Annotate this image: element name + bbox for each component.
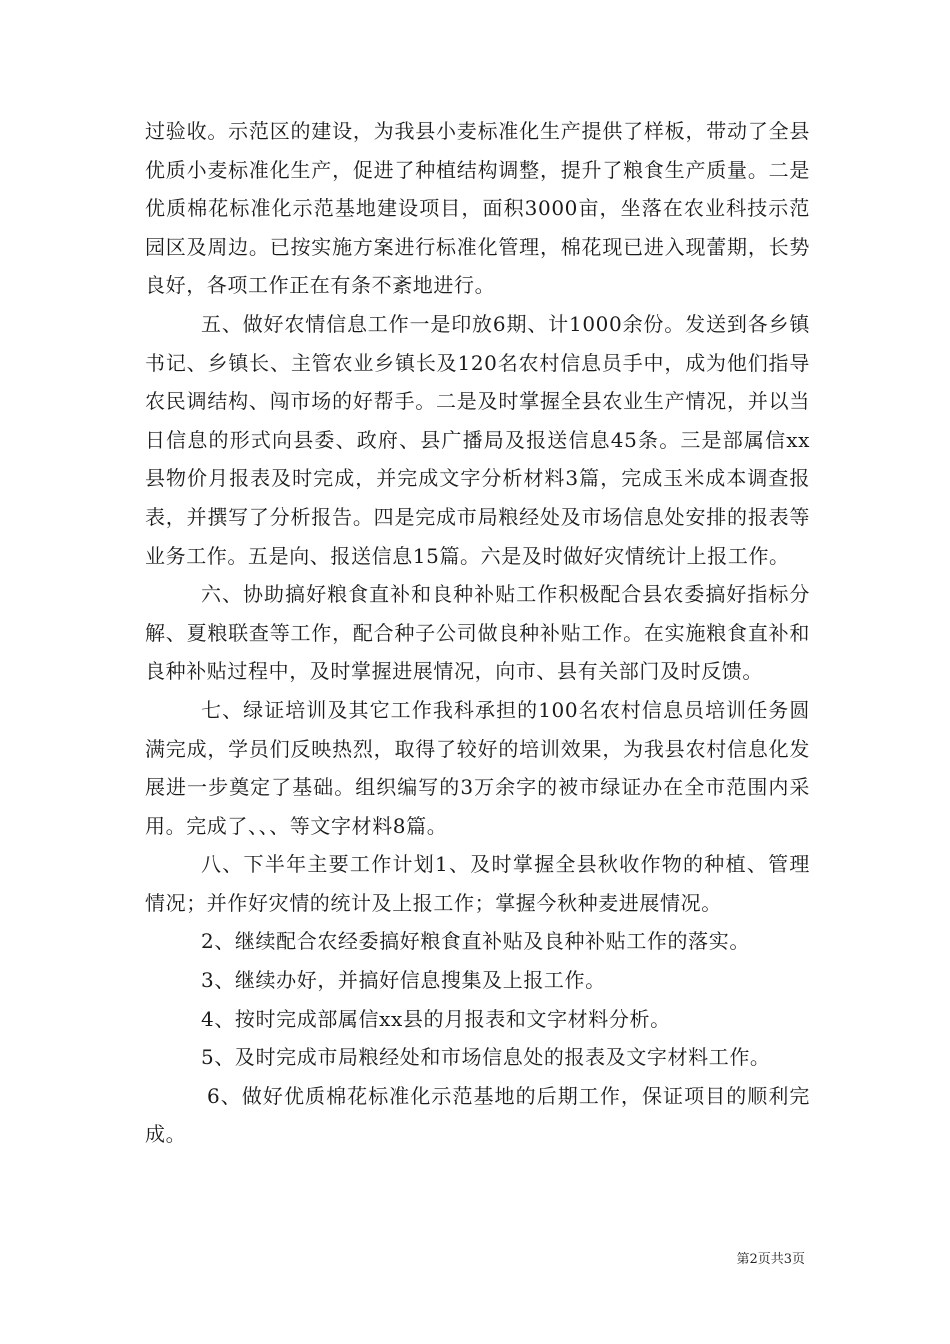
- plan-item-4: 4、按时完成部属信xx县的月报表和文字材料分析。: [201, 1006, 671, 1031]
- paragraph-section-6: 六、协助搞好粮食直补和良种补贴工作积极配合县农委搞好指标分解、夏粮联查等工作，配合种子公司做良种补贴工作。在实施粮食直补和良种补贴过程中，及时掌握进展情况，向市、县有关部门及时反馈。: [145, 582, 810, 684]
- plan-item-5: 5、及时完成市局粮经处和市场信息处的报表及文字材料工作。: [201, 1045, 771, 1070]
- page-number: 第2页共3页: [736, 1252, 805, 1267]
- plan-item-2: 2、继续配合农经委搞好粮食直补贴及良种补贴工作的落实。: [201, 929, 750, 954]
- plan-item-3: 3、继续办好，并搞好信息搜集及上报工作。: [201, 968, 606, 993]
- plan-item-6: 6、做好优质棉花标准化示范基地的后期工作，保证项目的顺利完成。: [145, 1083, 810, 1147]
- paragraph-section-8: 八、下半年主要工作计划1、及时掌握全县秋收作物的种植、管理情况；并作好灾情的统计及上报工作；掌握今秋种麦进展情况。: [145, 852, 810, 915]
- document-body: [145, 112, 810, 1154]
- paragraph-continuation: 过验收。示范区的建设，为我县小麦标准化生产提供了样板，带动了全县优质小麦标准化生产，促进了种植结构调整，提升了粮食生产质量。二是优质棉花标准化示范基地建设项目，面积3000亩，坐落在农业科技示范园区及周边。已按实施方案进行标准化管理，棉花现已进入现蕾期，长势良好，各项工作正在有条不紊地进行。: [145, 119, 810, 298]
- paragraph-section-5: 五、做好农情信息工作一是印放6期、计1000余份。发送到各乡镇书记、乡镇长、主管农业乡镇长及120名农村信息员手中，成为他们指导农民调结构、闯市场的好帮手。二是及时掌握全县农业生产情况，并以当日信息的形式向县委、政府、县广播局及报送信息45条。三是部属信xx县物价月报表及时完成，并完成文字分析材料3篇，完成玉米成本调查报表，并撰写了分析报告。四是完成市局粮经处及市场信息处安排的报表等业务工作。五是向、报送信息15篇。六是及时做好灾情统计上报工作。: [145, 311, 810, 568]
- paragraph-section-7: 七、绿证培训及其它工作我科承担的100名农村信息员培训任务圆满完成，学员们反映热烈，取得了较好的培训效果，为我县农村信息化发展进一步奠定了基础。组织编写的3万余字的被市绿证办在全市范围内采用。完成了、、、等文字材料8篇。: [145, 697, 810, 838]
